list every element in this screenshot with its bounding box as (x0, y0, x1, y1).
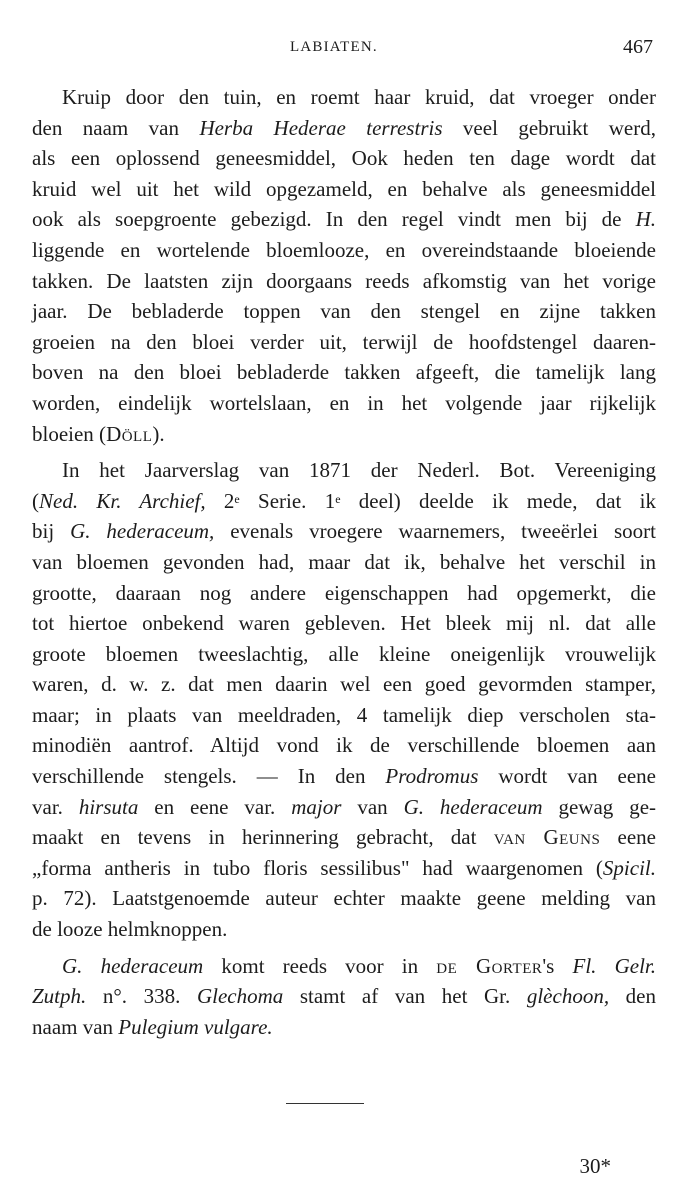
text-line (32, 853, 656, 884)
text-segment: maakt en tevens in herinnering gebracht, dat (32, 825, 494, 850)
text-segment: liggende en wortelende bloemlooze, en overeindstaande bloeiende (32, 237, 656, 262)
text-segment: Serie. 1 (239, 488, 336, 513)
text-segment: kruid wel uit het wild opgezameld, en behalve als geneesmiddel (32, 176, 656, 201)
page-number: 467 (623, 36, 653, 58)
text-segment: n°. 338. (86, 984, 197, 1009)
text-line (32, 204, 656, 235)
text-line (32, 388, 656, 419)
text-line (32, 516, 656, 547)
text-line (32, 547, 656, 578)
text-line (32, 578, 656, 609)
text-line (32, 951, 656, 982)
text-segment: In het Jaarverslag van 1871 der Nederl. Bot. Vereeniging (62, 458, 656, 483)
text-segment: waren, d. w. z. dat men daarin wel een goed gevormden stamper, (32, 672, 656, 697)
text-segment: en eene var. (138, 794, 292, 819)
text-segment: ook als soepgroente gebezigd. In den regel vindt men bij de (32, 207, 636, 232)
text-line (32, 327, 656, 358)
text-segment: van (341, 794, 404, 819)
text-segment: jaar. De bebladerde toppen van den stengel en zijne takken (32, 299, 656, 324)
author-name: de Gorter (436, 953, 543, 978)
text-segment: boven na den bloei bebladerde takken afgeeft, die tamelijk lang (32, 360, 656, 385)
italic-term: G. hederaceum (62, 953, 204, 978)
italic-term: Spicil. (602, 855, 656, 880)
text-line (32, 235, 656, 266)
text-line (32, 669, 656, 700)
text-line (32, 639, 656, 670)
text-segment: 's (542, 953, 573, 978)
body-text (32, 82, 656, 1042)
text-segment: verschillende stengels. — In den (32, 764, 386, 789)
section-rule (286, 1103, 364, 1104)
italic-term: hirsuta (78, 794, 139, 819)
text-segment: eene (600, 825, 656, 850)
text-segment: gewag ge- (542, 794, 657, 819)
italic-term: Fl. Gelr. (572, 953, 656, 978)
italic-term: Pulegium vulgare. (118, 1014, 273, 1039)
italic-term: Ned. Kr. Archief, (39, 488, 206, 513)
italic-term: Herba Hederae terrestris (199, 115, 443, 140)
superscript: e (335, 491, 341, 506)
text-line (32, 296, 656, 327)
text-segment: minodiën aantrof. Altijd vond ik de verschillende bloemen aan (32, 733, 656, 758)
text-segment: 2 (205, 488, 235, 513)
text-segment: den naam van (32, 115, 200, 140)
author-name: van Geuns (493, 825, 601, 850)
printer-signature-mark: 30* (579, 1154, 611, 1178)
text-segment: wordt van eene (478, 764, 656, 789)
text-line (32, 730, 656, 761)
text-segment: veel gebruikt werd, (442, 115, 656, 140)
text-segment: tot hiertoe onbekend waren gebleven. Het bleek mij nl. dat alle (32, 611, 656, 636)
text-line (32, 82, 656, 113)
text-segment: maar; in plaats van meeldraden, 4 tamelijk diep verscholen sta- (32, 702, 656, 727)
text-line (32, 455, 656, 486)
text-line (32, 266, 656, 297)
text-line (32, 792, 656, 823)
text-segment: de looze helmknoppen. (32, 917, 228, 942)
author-name: Döll (106, 421, 153, 446)
text-segment: stamt af van het Gr. (283, 984, 527, 1009)
text-segment: komt reeds voor in (203, 953, 437, 978)
text-segment: p. 72). Laatstgenoemde auteur echter maakte geene melding van (32, 886, 656, 911)
text-segment: groote bloemen tweeslachtig, alle kleine oneigenlijk vrouwelijk (32, 641, 656, 666)
text-segment: var. (32, 794, 79, 819)
text-segment: bij (32, 519, 71, 544)
text-line (32, 486, 656, 517)
text-segment: takken. De laatsten zijn doorgaans reeds afkomstig van het vorige (32, 268, 656, 293)
italic-term: glèchoon, (526, 984, 610, 1009)
text-segment: bloeien ( (32, 421, 107, 446)
text-segment: groeien na den bloei verder uit, terwijl de hoofdstengel daaren- (32, 329, 656, 354)
text-segment: grootte, daaraan nog andere eigenschappen had opgemerkt, die (32, 580, 656, 605)
text-line (32, 174, 656, 205)
text-line (32, 761, 656, 792)
italic-term: G. hederaceum (403, 794, 543, 819)
italic-term: Prodromus (385, 764, 479, 789)
text-line (32, 822, 656, 853)
text-line (32, 608, 656, 639)
text-line (32, 914, 656, 945)
text-segment: evenals vroegere waarnemers, tweeërlei soort (214, 519, 656, 544)
text-segment: Kruip door den tuin, en roemt haar kruid, dat vroeger onder (62, 85, 656, 109)
text-segment: ). (152, 421, 165, 446)
text-segment: deel) deelde ik mede, dat ik (340, 488, 656, 513)
text-segment: naam van (32, 1014, 119, 1039)
text-segment: van bloemen gevonden had, maar dat ik, behalve het verschil in (32, 549, 656, 574)
italic-term: G. hederaceum, (70, 519, 215, 544)
running-head-title: LABIATEN. (290, 39, 378, 55)
text-segment: worden, eindelijk wortelslaan, en in het volgende jaar rijkelijk (32, 390, 656, 415)
text-line (32, 357, 656, 388)
italic-term: H. (635, 207, 656, 232)
superscript: e (234, 491, 240, 506)
text-line (32, 143, 656, 174)
text-line (32, 981, 656, 1012)
text-line (32, 419, 656, 450)
text-line (32, 883, 656, 914)
text-line (32, 113, 656, 144)
text-line (32, 700, 656, 731)
italic-term: Zutph. (32, 984, 87, 1009)
italic-term: Glechoma (196, 984, 284, 1009)
text-segment: als een oplossend geneesmiddel, Ook heden ten dage wordt dat (32, 146, 656, 171)
text-segment: „forma antheris in tubo floris sessilibus" had waargenomen ( (32, 855, 603, 880)
text-line (32, 1012, 656, 1043)
text-segment: ( (32, 488, 39, 513)
text-segment: den (609, 984, 656, 1009)
italic-term: major (291, 794, 342, 819)
running-head (0, 36, 679, 58)
